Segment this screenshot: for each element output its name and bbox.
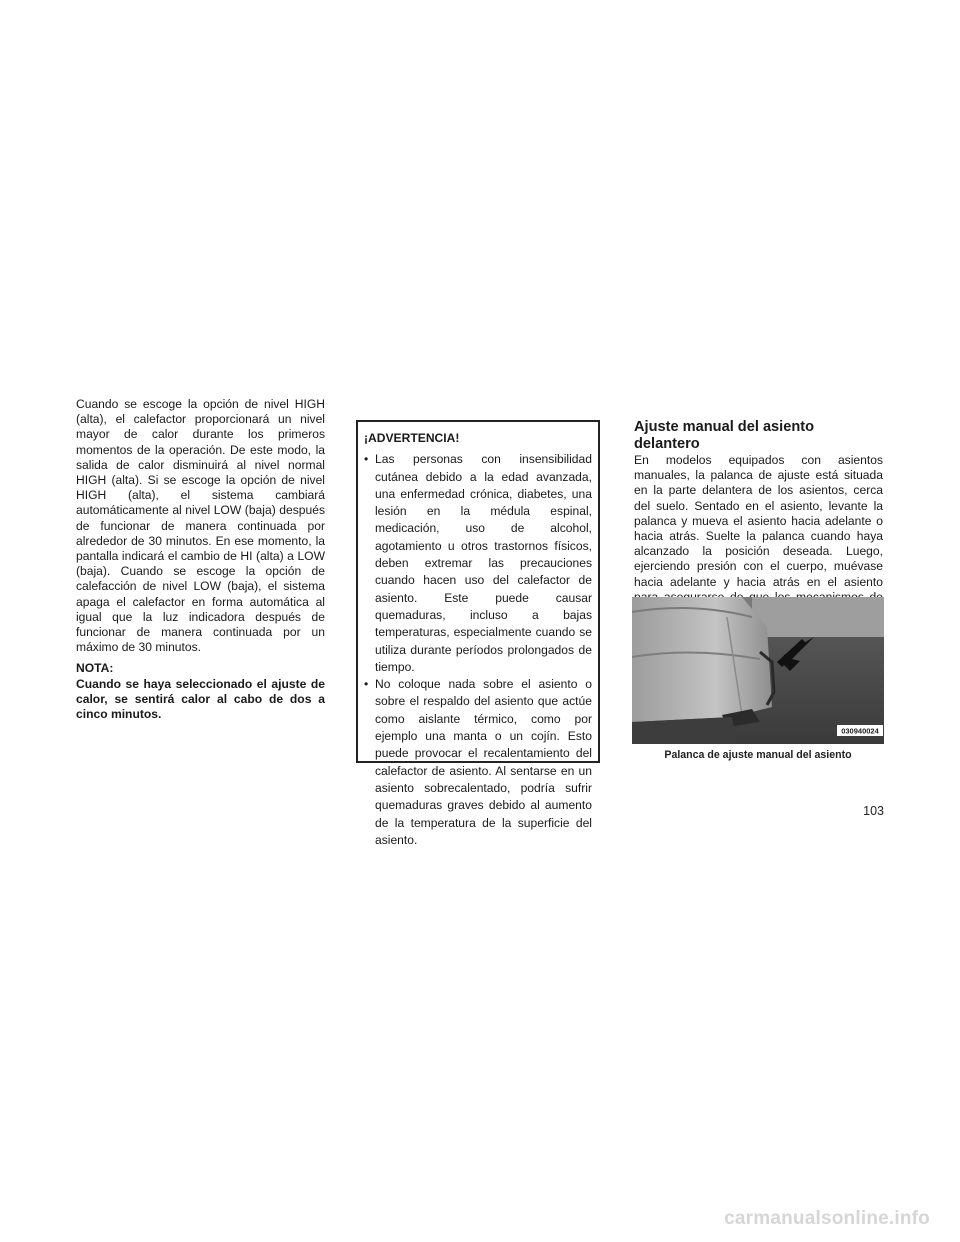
seat-adjust-paragraph: En modelos equipados con asientos manuales, la palanca de ajuste está situada en la parte delantera de los asientos, cerca del suelo. Sentado en el asiento, levante la palanca y mueva el asiento hacia adelante o hacia atrás. Suelte la palanca cuando haya alcanzado la posición deseada. Luego, ejerciendo presión con el cuerpo, muévase hacia adelante y hacia atrás en el asiento: [634, 453, 883, 589]
warning-item: [358, 676, 598, 849]
image-code: 030940024: [841, 726, 879, 736]
page-number: 103: [863, 804, 884, 818]
figure-caption: Palanca de ajuste manual del asiento: [664, 749, 852, 761]
bullet-icon: •: [364, 677, 369, 692]
warning-item: [358, 451, 598, 676]
heater-high-paragraph: Cuando se escoge la opción de nivel HIGH (alta), el calefactor proporcionará un nivel mayor de calor durante los primeros momentos de la operación. De este modo, la salida de calor disminuirá al nivel normal HIGH (alta). Si se escoge la opción de nivel HIGH (alta), el sistema cambiará automáticamente al nivel LOW (baja) después de funcionar de manera continuada por alrededor de 30 minutos. En ese momento, la pantalla indicará el cambio de HI (alta) a LOW (baja). Cuando se escoge la opción de calefacción de nivel LOW (baja), el sistema apaga el calefactor en forma automática al igual que la luz indicadora después de funcionar de manera continuada por un máximo de 30 minutos.: [76, 397, 325, 655]
right-column: [634, 419, 883, 620]
warning-list: [358, 451, 598, 849]
warning-box: [356, 420, 600, 847]
note-text: Cuando se haya seleccionado el ajuste de calor, se sentirá calor al cabo de dos a cinco minutos.: [76, 676, 325, 722]
seat-photo-illustration: [632, 597, 884, 744]
bullet-icon: •: [364, 452, 369, 467]
section-heading: Ajuste manual del asiento delantero: [634, 419, 815, 452]
note-label: NOTA:: [76, 661, 114, 676]
warning-item-text: No coloque nada sobre el asiento o sobre el respaldo del asiento que actúe como aislante térmico, como por ejemplo una manta o un cojín. Esto puede provocar el recalentamiento del calefactor de asiento. Al sentarse en un asiento sobrecalentado, podría sufrir quemaduras graves debido al aumento de la temperatura de la superficie del asiento.: [375, 677, 592, 847]
warning-item-text: Las personas con insensibilidad cutánea debido a la edad avanzada, una enfermedad crónica, diabetes, una lesión en la médula espinal, medicación, uso de alcohol, agotamiento u otros trastornos físicos, deben extremar las precauciones cuando hacen uso del calefactor de asiento. Este puede causar quemaduras, incluso a bajas temperaturas, especialmente cuando se utiliza durante períodos prolongados de tiempo.: [375, 452, 592, 674]
warning-title: ¡ADVERTENCIA!: [364, 431, 460, 445]
seat-lever-photo: [632, 597, 884, 744]
watermark: carmanualsonline.info: [724, 1208, 930, 1229]
left-column: [76, 397, 325, 722]
